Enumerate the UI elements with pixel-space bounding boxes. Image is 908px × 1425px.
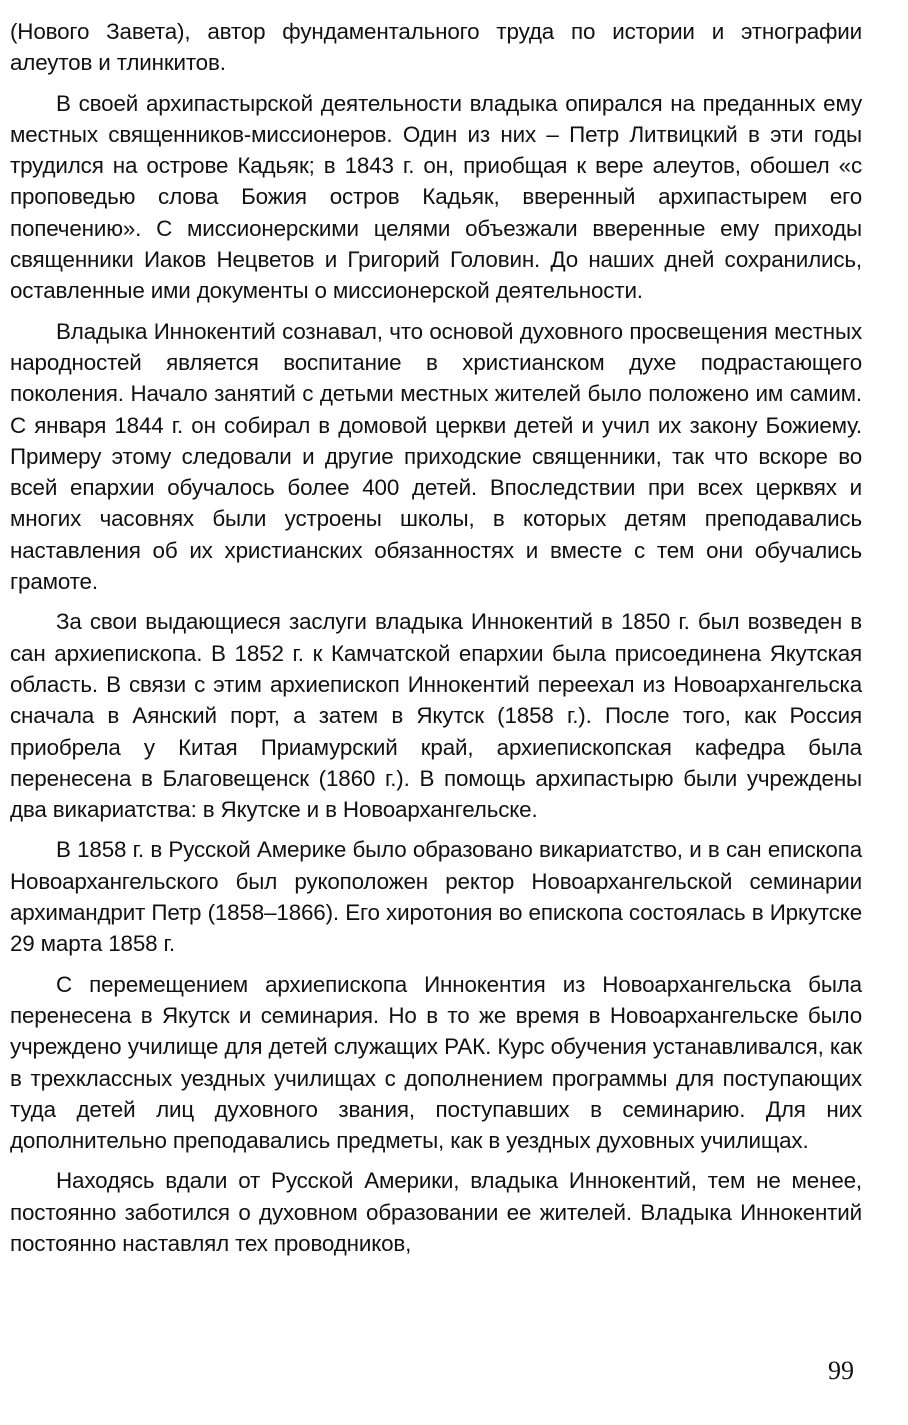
paragraph-2: В своей архипастырской деятельности владыка опирался на преданных ему местных священников-миссионеров. Один из них – Петр Литвицкий в эти годы трудился на острове Кадьяк; в 1843 г. он, приобщая к вере алеутов, обошел «с проповедью слова Божия остров Кадьяк, вверенный архипастырем его попечению». С миссионерскими целями объезжали вверенные ему приходы священники Иаков Нецветов и Григорий Головин. До наших дней сохранились, оставленные ими документы о миссионерской деятельности.	[10, 90, 862, 304]
paragraph-6: С перемещением архиепископа Иннокентия из Новоархангельска была перенесена в Якутск и семинария. Но в то же время в Новоархангельске было учреждено училище для детей служащих РАК. Курс обучения устанавливался, как в трехклассных уездных училищах с дополнением программы для поступающих туда детей лиц духовного звания, поступавших в семинарию. Для них дополнительно преподавались предметы, как в уездных духовных училищах.	[10, 971, 862, 1154]
paragraph-4: За свои выдающиеся заслуги владыка Иннокентий в 1850 г. был возведен в сан архиепископа. В 1852 г. к Камчатской епархии была присоединена Якутская область. В связи с этим архиепископ Иннокентий переехал из Новоархангельска сначала в Аянский порт, а затем в Якутск (1858 г.). После того, как Россия приобрела у Китая Приамурский край, архиепископская кафедра была перенесена в Благовещенск (1860 г.). В помощь архипастырю были учреждены два викариатства: в Якутске и в Новоархангельске.	[10, 609, 862, 823]
paragraph-5: В 1858 г. в Русской Америке было образовано викариатство, и в сан епископа Новоархангельского был рукоположен ректор Новоархангельской семинарии архимандрит Петр (1858–1866). Его хиротония во епископа состоялась в Иркутске 29 марта 1858 г.	[10, 837, 862, 957]
paragraph-1: (Нового Завета), автор фундаментального труда по истории и этнографии алеутов и тлинкитов.	[10, 19, 862, 76]
paragraph-3: Владыка Иннокентий сознавал, что основой духовного просвещения местных народностей является воспитание в христианском духе подрастающего поколения. Начало занятий с детьми местных жителей было положено им самим. С января 1844 г. он собирал в домовой церкви детей и учил их закону Божиему. Примеру этому следовали и другие приходские священники, так что вскоре во всей епархии обучалось более 400 детей. Впоследствии при всех церквях и многих часовнях были устроены школы, в которых детям преподавались наставления об их христианских обязанностях и вместе с тем они обучались грамоте.	[10, 318, 862, 595]
page-number: 99	[828, 1356, 854, 1385]
body-text	[10, 16, 862, 1268]
paragraph-7: Находясь вдали от Русской Америки, владыка Иннокентий, тем не менее, постоянно заботился о духовном образовании ее жителей. Владыка Иннокентий постоянно наставлял тех проводников,	[10, 1168, 862, 1256]
